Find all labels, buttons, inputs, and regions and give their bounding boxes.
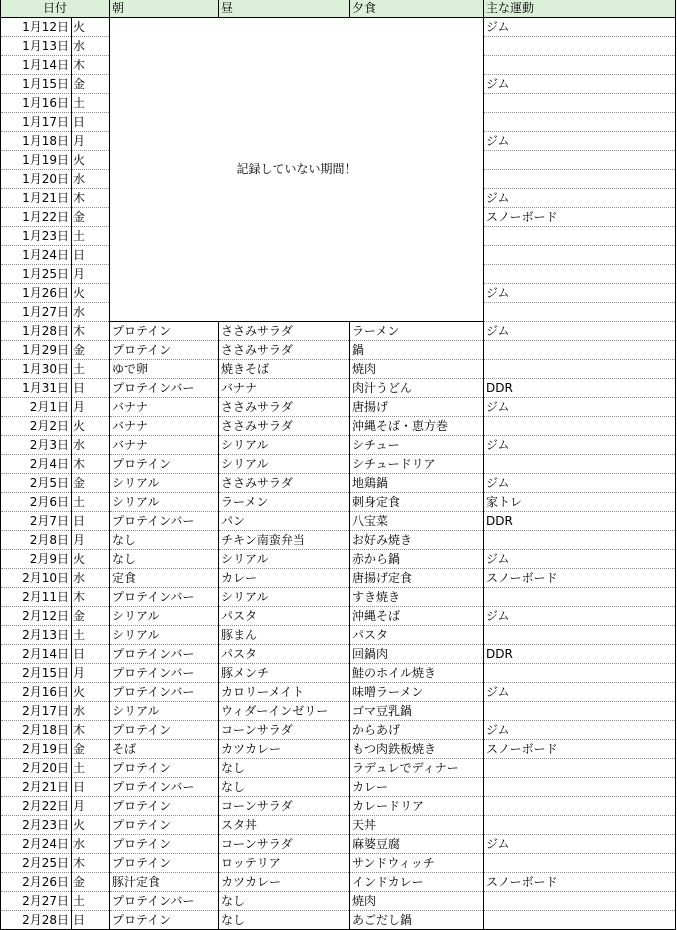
dinner-cell[interactable]: すき焼き <box>350 588 484 607</box>
exercise-cell[interactable] <box>484 588 676 607</box>
exercise-cell[interactable] <box>484 664 676 683</box>
table-row <box>1 778 676 797</box>
exercise-cell[interactable] <box>484 455 676 474</box>
weekday-cell[interactable]: 火 <box>72 816 110 835</box>
exercise-cell[interactable] <box>484 37 676 56</box>
lunch-cell[interactable]: コーンサラダ <box>219 721 350 740</box>
weekday-cell[interactable]: 火 <box>72 550 110 569</box>
weekday-cell[interactable]: 水 <box>72 436 110 455</box>
exercise-cell[interactable]: 家トレ <box>484 493 676 512</box>
lunch-cell[interactable]: ロッテリア <box>219 854 350 873</box>
date-cell[interactable]: 2月22日 <box>1 797 72 816</box>
exercise-cell[interactable] <box>484 360 676 379</box>
breakfast-cell[interactable]: バナナ <box>110 398 219 417</box>
weekday-cell[interactable]: 水 <box>72 702 110 721</box>
exercise-cell[interactable] <box>484 759 676 778</box>
weekday-cell[interactable]: 金 <box>72 607 110 626</box>
date-cell[interactable]: 1月21日 <box>1 189 72 208</box>
date-cell[interactable]: 2月23日 <box>1 816 72 835</box>
date-cell[interactable]: 2月15日 <box>1 664 72 683</box>
unrecorded-period-note[interactable]: 記録していない期間！ <box>110 18 484 322</box>
dinner-cell[interactable]: 鍋 <box>350 341 484 360</box>
weekday-cell[interactable]: 土 <box>72 94 110 113</box>
lunch-cell[interactable]: ささみサラダ <box>219 417 350 436</box>
date-cell[interactable]: 1月28日 <box>1 322 72 341</box>
header-breakfast[interactable]: 朝 <box>110 0 219 18</box>
date-cell[interactable]: 1月18日 <box>1 132 72 151</box>
exercise-cell[interactable]: ジム <box>484 398 676 417</box>
breakfast-cell[interactable]: プロテインバー <box>110 379 219 398</box>
weekday-cell[interactable]: 火 <box>72 683 110 702</box>
table-row <box>1 721 676 740</box>
breakfast-cell[interactable]: プロテイン <box>110 455 219 474</box>
breakfast-cell[interactable]: シリアル <box>110 607 219 626</box>
date-cell[interactable]: 1月16日 <box>1 94 72 113</box>
date-cell[interactable]: 2月26日 <box>1 873 72 892</box>
weekday-cell[interactable]: 水 <box>72 835 110 854</box>
weekday-cell[interactable]: 月 <box>72 265 110 284</box>
lunch-cell[interactable]: シリアル <box>219 550 350 569</box>
dinner-cell[interactable]: もつ肉鉄板焼き <box>350 740 484 759</box>
date-cell[interactable]: 2月14日 <box>1 645 72 664</box>
dinner-cell[interactable]: お好み焼き <box>350 531 484 550</box>
table-row <box>1 18 676 37</box>
table-row <box>1 702 676 721</box>
breakfast-cell[interactable]: シリアル <box>110 626 219 645</box>
exercise-cell[interactable]: ジム <box>484 683 676 702</box>
header-lunch[interactable]: 昼 <box>219 0 350 18</box>
breakfast-cell[interactable]: シリアル <box>110 474 219 493</box>
weekday-cell[interactable]: 水 <box>72 37 110 56</box>
exercise-cell[interactable] <box>484 816 676 835</box>
date-cell[interactable]: 1月23日 <box>1 227 72 246</box>
exercise-cell[interactable] <box>484 227 676 246</box>
weekday-cell[interactable]: 金 <box>72 474 110 493</box>
exercise-cell[interactable]: DDR <box>484 379 676 398</box>
dinner-cell[interactable]: サンドウィッチ <box>350 854 484 873</box>
dinner-cell[interactable]: あごだし鍋 <box>350 911 484 930</box>
weekday-cell[interactable]: 日 <box>72 379 110 398</box>
lunch-cell[interactable]: 焼きそば <box>219 360 350 379</box>
table-row <box>1 474 676 493</box>
breakfast-cell[interactable]: プロテイン <box>110 797 219 816</box>
table-row <box>1 873 676 892</box>
header-date[interactable]: 日付 <box>1 0 110 18</box>
lunch-cell[interactable]: バナナ <box>219 379 350 398</box>
exercise-cell[interactable]: ジム <box>484 607 676 626</box>
date-cell[interactable]: 2月7日 <box>1 512 72 531</box>
breakfast-cell[interactable]: プロテインバー <box>110 512 219 531</box>
lunch-cell[interactable]: ラーメン <box>219 493 350 512</box>
breakfast-cell[interactable]: プロテイン <box>110 721 219 740</box>
date-cell[interactable]: 1月27日 <box>1 303 72 322</box>
exercise-cell[interactable] <box>484 113 676 132</box>
dinner-cell[interactable]: パスタ <box>350 626 484 645</box>
table-row <box>1 550 676 569</box>
date-cell[interactable]: 1月14日 <box>1 56 72 75</box>
table-row <box>1 683 676 702</box>
exercise-cell[interactable]: ジム <box>484 550 676 569</box>
exercise-cell[interactable] <box>484 417 676 436</box>
header-exercise[interactable]: 主な運動 <box>484 0 676 18</box>
weekday-cell[interactable]: 日 <box>72 246 110 265</box>
date-cell[interactable]: 1月30日 <box>1 360 72 379</box>
dinner-cell[interactable]: ゴマ豆乳鍋 <box>350 702 484 721</box>
weekday-cell[interactable]: 金 <box>72 873 110 892</box>
exercise-cell[interactable] <box>484 911 676 930</box>
breakfast-cell[interactable]: プロテインバー <box>110 892 219 911</box>
table-row <box>1 512 676 531</box>
table-row <box>1 740 676 759</box>
exercise-cell[interactable] <box>484 854 676 873</box>
breakfast-cell[interactable]: プロテイン <box>110 341 219 360</box>
date-cell[interactable]: 2月25日 <box>1 854 72 873</box>
table-row <box>1 341 676 360</box>
date-cell[interactable]: 2月18日 <box>1 721 72 740</box>
date-cell[interactable]: 2月4日 <box>1 455 72 474</box>
weekday-cell[interactable]: 日 <box>72 911 110 930</box>
exercise-cell[interactable]: ジム <box>484 835 676 854</box>
breakfast-cell[interactable]: シリアル <box>110 702 219 721</box>
breakfast-cell[interactable]: プロテイン <box>110 854 219 873</box>
date-cell[interactable]: 1月26日 <box>1 284 72 303</box>
dinner-cell[interactable]: 麻婆豆腐 <box>350 835 484 854</box>
weekday-cell[interactable]: 土 <box>72 759 110 778</box>
dinner-cell[interactable]: カレー <box>350 778 484 797</box>
lunch-cell[interactable]: シリアル <box>219 455 350 474</box>
dinner-cell[interactable]: 焼肉 <box>350 892 484 911</box>
table-row <box>1 664 676 683</box>
breakfast-cell[interactable]: ゆで卵 <box>110 360 219 379</box>
weekday-cell[interactable]: 火 <box>72 417 110 436</box>
lunch-cell[interactable]: コーンサラダ <box>219 835 350 854</box>
dinner-cell[interactable]: 鮭のホイル焼き <box>350 664 484 683</box>
dinner-cell[interactable]: 地鶏鍋 <box>350 474 484 493</box>
lunch-cell[interactable]: シリアル <box>219 588 350 607</box>
dinner-cell[interactable]: 沖縄そば <box>350 607 484 626</box>
date-cell[interactable]: 2月11日 <box>1 588 72 607</box>
date-cell[interactable]: 2月10日 <box>1 569 72 588</box>
dinner-cell[interactable]: 肉汁うどん <box>350 379 484 398</box>
dinner-cell[interactable]: 唐揚げ定食 <box>350 569 484 588</box>
header-dinner[interactable]: 夕食 <box>350 0 484 18</box>
weekday-cell[interactable]: 金 <box>72 75 110 94</box>
breakfast-cell[interactable]: プロテインバー <box>110 645 219 664</box>
lunch-cell[interactable]: カレー <box>219 569 350 588</box>
weekday-cell[interactable]: 月 <box>72 531 110 550</box>
lunch-cell[interactable]: 豚まん <box>219 626 350 645</box>
header-row <box>1 0 676 18</box>
table-row <box>1 322 676 341</box>
weekday-cell[interactable]: 水 <box>72 170 110 189</box>
exercise-cell[interactable] <box>484 531 676 550</box>
dinner-cell[interactable]: シチュー <box>350 436 484 455</box>
lunch-cell[interactable]: ささみサラダ <box>219 322 350 341</box>
dinner-cell[interactable]: カレードリア <box>350 797 484 816</box>
weekday-cell[interactable]: 土 <box>72 360 110 379</box>
lunch-cell[interactable]: ささみサラダ <box>219 341 350 360</box>
lunch-cell[interactable]: ささみサラダ <box>219 474 350 493</box>
date-cell[interactable]: 1月31日 <box>1 379 72 398</box>
lunch-cell[interactable]: パン <box>219 512 350 531</box>
dinner-cell[interactable]: 沖縄そば・恵方巻 <box>350 417 484 436</box>
lunch-cell[interactable]: チキン南蛮弁当 <box>219 531 350 550</box>
weekday-cell[interactable]: 木 <box>72 56 110 75</box>
dinner-cell[interactable]: 赤から鍋 <box>350 550 484 569</box>
date-cell[interactable]: 1月19日 <box>1 151 72 170</box>
dinner-cell[interactable]: 唐揚げ <box>350 398 484 417</box>
exercise-cell[interactable]: ジム <box>484 474 676 493</box>
breakfast-cell[interactable]: バナナ <box>110 436 219 455</box>
date-cell[interactable]: 2月17日 <box>1 702 72 721</box>
exercise-cell[interactable]: ジム <box>484 189 676 208</box>
table-row <box>1 493 676 512</box>
date-cell[interactable]: 2月3日 <box>1 436 72 455</box>
exercise-cell[interactable] <box>484 170 676 189</box>
dinner-cell[interactable]: シチュードリア <box>350 455 484 474</box>
exercise-cell[interactable]: スノーボード <box>484 873 676 892</box>
dinner-cell[interactable]: 八宝菜 <box>350 512 484 531</box>
dinner-cell[interactable]: 焼肉 <box>350 360 484 379</box>
exercise-cell[interactable] <box>484 151 676 170</box>
lunch-cell[interactable]: なし <box>219 759 350 778</box>
exercise-cell[interactable] <box>484 626 676 645</box>
table-row <box>1 436 676 455</box>
weekday-cell[interactable]: 土 <box>72 892 110 911</box>
lunch-cell[interactable]: コーンサラダ <box>219 797 350 816</box>
weekday-cell[interactable]: 木 <box>72 322 110 341</box>
exercise-cell[interactable] <box>484 56 676 75</box>
exercise-cell[interactable] <box>484 778 676 797</box>
table-row <box>1 892 676 911</box>
weekday-cell[interactable]: 日 <box>72 512 110 531</box>
table-row <box>1 398 676 417</box>
weekday-cell[interactable]: 月 <box>72 664 110 683</box>
table-row <box>1 816 676 835</box>
table-row <box>1 588 676 607</box>
weekday-cell[interactable]: 月 <box>72 132 110 151</box>
table-row <box>1 854 676 873</box>
exercise-cell[interactable] <box>484 265 676 284</box>
weekday-cell[interactable]: 木 <box>72 721 110 740</box>
table-row <box>1 455 676 474</box>
table-row <box>1 626 676 645</box>
breakfast-cell[interactable]: プロテイン <box>110 835 219 854</box>
breakfast-cell[interactable]: なし <box>110 550 219 569</box>
exercise-cell[interactable]: ジム <box>484 132 676 151</box>
date-cell[interactable]: 2月16日 <box>1 683 72 702</box>
dinner-cell[interactable]: 味噌ラーメン <box>350 683 484 702</box>
weekday-cell[interactable]: 土 <box>72 626 110 645</box>
lunch-cell[interactable]: スタ丼 <box>219 816 350 835</box>
date-cell[interactable]: 2月13日 <box>1 626 72 645</box>
exercise-cell[interactable]: ジム <box>484 75 676 94</box>
lunch-cell[interactable]: カツカレー <box>219 873 350 892</box>
exercise-cell[interactable]: DDR <box>484 512 676 531</box>
table-row <box>1 607 676 626</box>
dinner-cell[interactable]: ラデュレでディナー <box>350 759 484 778</box>
lunch-cell[interactable]: ささみサラダ <box>219 398 350 417</box>
lunch-cell[interactable]: なし <box>219 911 350 930</box>
date-cell[interactable]: 1月17日 <box>1 113 72 132</box>
exercise-cell[interactable] <box>484 246 676 265</box>
lunch-cell[interactable]: なし <box>219 778 350 797</box>
date-cell[interactable]: 2月12日 <box>1 607 72 626</box>
date-cell[interactable]: 2月28日 <box>1 911 72 930</box>
exercise-cell[interactable]: スノーボード <box>484 208 676 227</box>
breakfast-cell[interactable]: プロテインバー <box>110 778 219 797</box>
exercise-cell[interactable]: DDR <box>484 645 676 664</box>
date-cell[interactable]: 2月21日 <box>1 778 72 797</box>
lunch-cell[interactable]: 豚メンチ <box>219 664 350 683</box>
weekday-cell[interactable]: 木 <box>72 588 110 607</box>
date-cell[interactable]: 1月15日 <box>1 75 72 94</box>
weekday-cell[interactable]: 金 <box>72 208 110 227</box>
breakfast-cell[interactable]: プロテインバー <box>110 588 219 607</box>
dinner-cell[interactable]: 回鍋肉 <box>350 645 484 664</box>
exercise-cell[interactable] <box>484 892 676 911</box>
weekday-cell[interactable]: 土 <box>72 227 110 246</box>
exercise-cell[interactable]: ジム <box>484 322 676 341</box>
breakfast-cell[interactable]: プロテイン <box>110 759 219 778</box>
dinner-cell[interactable]: 天丼 <box>350 816 484 835</box>
date-cell[interactable]: 1月29日 <box>1 341 72 360</box>
exercise-cell[interactable]: スノーボード <box>484 569 676 588</box>
breakfast-cell[interactable]: 豚汁定食 <box>110 873 219 892</box>
weekday-cell[interactable]: 木 <box>72 455 110 474</box>
breakfast-cell[interactable]: 定食 <box>110 569 219 588</box>
exercise-cell[interactable]: ジム <box>484 436 676 455</box>
table-row <box>1 835 676 854</box>
date-cell[interactable]: 1月12日 <box>1 18 72 37</box>
date-cell[interactable]: 2月9日 <box>1 550 72 569</box>
breakfast-cell[interactable]: プロテインバー <box>110 683 219 702</box>
exercise-cell[interactable] <box>484 797 676 816</box>
date-cell[interactable]: 2月19日 <box>1 740 72 759</box>
weekday-cell[interactable]: 月 <box>72 797 110 816</box>
breakfast-cell[interactable]: シリアル <box>110 493 219 512</box>
date-cell[interactable]: 1月24日 <box>1 246 72 265</box>
breakfast-cell[interactable]: バナナ <box>110 417 219 436</box>
lunch-cell[interactable]: カロリーメイト <box>219 683 350 702</box>
weekday-cell[interactable]: 日 <box>72 113 110 132</box>
weekday-cell[interactable]: 火 <box>72 151 110 170</box>
breakfast-cell[interactable]: そば <box>110 740 219 759</box>
date-cell[interactable]: 2月5日 <box>1 474 72 493</box>
weekday-cell[interactable]: 日 <box>72 645 110 664</box>
exercise-cell[interactable]: ジム <box>484 284 676 303</box>
dinner-cell[interactable]: ラーメン <box>350 322 484 341</box>
weekday-cell[interactable]: 水 <box>72 303 110 322</box>
exercise-cell[interactable] <box>484 702 676 721</box>
table-row <box>1 759 676 778</box>
lunch-cell[interactable]: カツカレー <box>219 740 350 759</box>
weekday-cell[interactable]: 月 <box>72 398 110 417</box>
exercise-cell[interactable] <box>484 303 676 322</box>
date-cell[interactable]: 2月6日 <box>1 493 72 512</box>
table-row <box>1 360 676 379</box>
weekday-cell[interactable]: 木 <box>72 854 110 873</box>
date-cell[interactable]: 1月22日 <box>1 208 72 227</box>
table-row <box>1 379 676 398</box>
table-row <box>1 531 676 550</box>
date-cell[interactable]: 2月20日 <box>1 759 72 778</box>
lunch-cell[interactable]: パスタ <box>219 607 350 626</box>
weekday-cell[interactable]: 金 <box>72 341 110 360</box>
weekday-cell[interactable]: 土 <box>72 493 110 512</box>
exercise-cell[interactable]: ジム <box>484 18 676 37</box>
date-cell[interactable]: 1月13日 <box>1 37 72 56</box>
breakfast-cell[interactable]: プロテイン <box>110 322 219 341</box>
lunch-cell[interactable]: シリアル <box>219 436 350 455</box>
breakfast-cell[interactable]: プロテイン <box>110 816 219 835</box>
exercise-cell[interactable]: スノーボード <box>484 740 676 759</box>
dinner-cell[interactable]: からあげ <box>350 721 484 740</box>
exercise-cell[interactable] <box>484 341 676 360</box>
weekday-cell[interactable]: 木 <box>72 189 110 208</box>
date-cell[interactable]: 2月8日 <box>1 531 72 550</box>
table-row <box>1 645 676 664</box>
table-row <box>1 569 676 588</box>
breakfast-cell[interactable]: プロテイン <box>110 911 219 930</box>
exercise-cell[interactable]: ジム <box>484 721 676 740</box>
breakfast-cell[interactable]: なし <box>110 531 219 550</box>
weekday-cell[interactable]: 火 <box>72 18 110 37</box>
date-cell[interactable]: 1月25日 <box>1 265 72 284</box>
weekday-cell[interactable]: 火 <box>72 284 110 303</box>
dinner-cell[interactable]: インドカレー <box>350 873 484 892</box>
date-cell[interactable]: 1月20日 <box>1 170 72 189</box>
table-row <box>1 417 676 436</box>
weekday-cell[interactable]: 日 <box>72 778 110 797</box>
date-cell[interactable]: 2月2日 <box>1 417 72 436</box>
date-cell[interactable]: 2月24日 <box>1 835 72 854</box>
date-cell[interactable]: 2月1日 <box>1 398 72 417</box>
weekday-cell[interactable]: 水 <box>72 569 110 588</box>
weekday-cell[interactable]: 金 <box>72 740 110 759</box>
dinner-cell[interactable]: 刺身定食 <box>350 493 484 512</box>
table-row <box>1 911 676 930</box>
table-row <box>1 797 676 816</box>
date-cell[interactable]: 2月27日 <box>1 892 72 911</box>
breakfast-cell[interactable]: プロテインバー <box>110 664 219 683</box>
lunch-cell[interactable]: なし <box>219 892 350 911</box>
lunch-cell[interactable]: パスタ <box>219 645 350 664</box>
exercise-cell[interactable] <box>484 94 676 113</box>
lunch-cell[interactable]: ウィダーインゼリー <box>219 702 350 721</box>
